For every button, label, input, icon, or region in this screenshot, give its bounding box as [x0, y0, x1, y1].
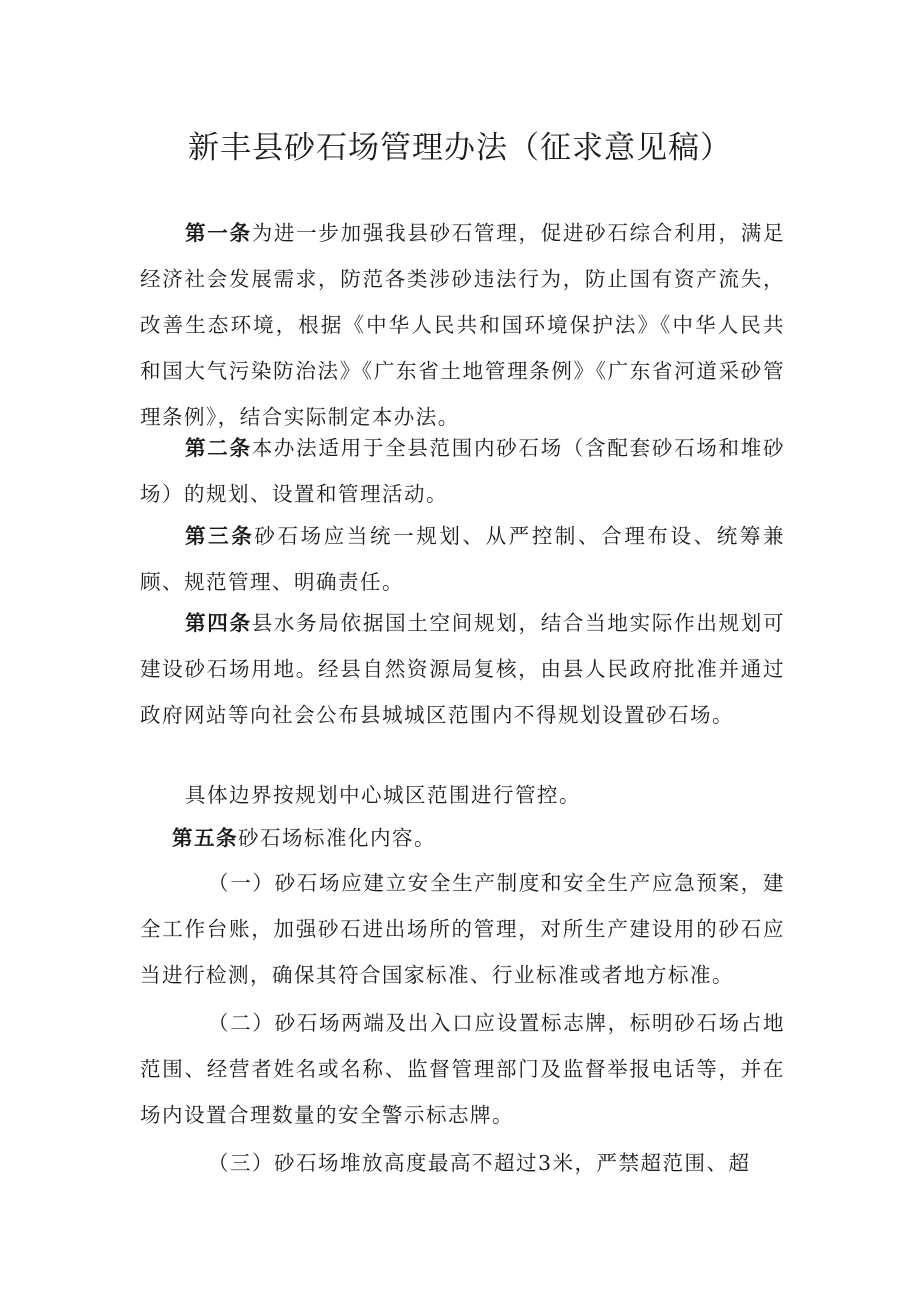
- article-2-label: 第二条: [185, 436, 252, 460]
- article-3-label: 第三条: [185, 524, 255, 548]
- article-4-label: 第四条: [185, 611, 252, 635]
- document-title: 新丰县砂石场管理办法（征求意见稿）: [188, 130, 732, 166]
- article-2-text: 本办法适用于全县范围内砂石场（含配套砂石场和堆砂场）的规划、设置和管理活动。: [140, 436, 786, 506]
- article-4-boundary-text: 具体边界按规划中心城区范围进行管控。: [185, 783, 581, 807]
- article-1: [140, 210, 785, 440]
- article-4-boundary: [140, 772, 785, 818]
- article-5: [172, 815, 785, 861]
- article-1-text: 为进一步加强我县砂石管理，促进砂石综合利用，满足经济社会发展需求，防范各类涉砂违法行为，防止国有资产流失，改善生态环境，根据《中华人民共和国环境保护法》《中华人民共和国大气污染防治法》《广东省土地管理条例》《广东省河道采砂管理条例》，结合实际制定本办法。: [140, 221, 786, 429]
- article-3: [140, 513, 785, 605]
- article-1-label: 第一条: [185, 221, 252, 245]
- article-2: [140, 425, 785, 517]
- item-2: （二）砂石场两端及出入口应设置标志牌，标明砂石场占地范围、经营者姓名或名称、监督管理部门及监督举报电话等，并在场内设置合理数量的安全警示标志牌。: [140, 1011, 785, 1127]
- article-4: [140, 600, 785, 738]
- item-3: （三）砂石场堆放高度最高不超过3米，严禁超范围、超: [208, 1151, 751, 1175]
- article-4-text: 县水务局依据国土空间规划，结合当地实际作出规划可建设砂石场用地。经县自然资源局复核，由县人民政府批准并通过政府网站等向社会公布县城城区范围内不得规划设置砂石场。: [140, 611, 786, 727]
- article-3-text: 砂石场应当统一规划、从严控制、合理布设、统筹兼顾、规范管理、明确责任。: [140, 524, 786, 594]
- article-5-label: 第五条: [172, 826, 238, 850]
- item-1: （一）砂石场应建立安全生产制度和安全生产应急预案，建全工作台账，加强砂石进出场所的管理，对所生产建设用的砂石应当进行检测，确保其符合国家标准、行业标准或者地方标准。: [140, 871, 785, 987]
- article-5-text: 砂石场标准化内容。: [238, 826, 436, 850]
